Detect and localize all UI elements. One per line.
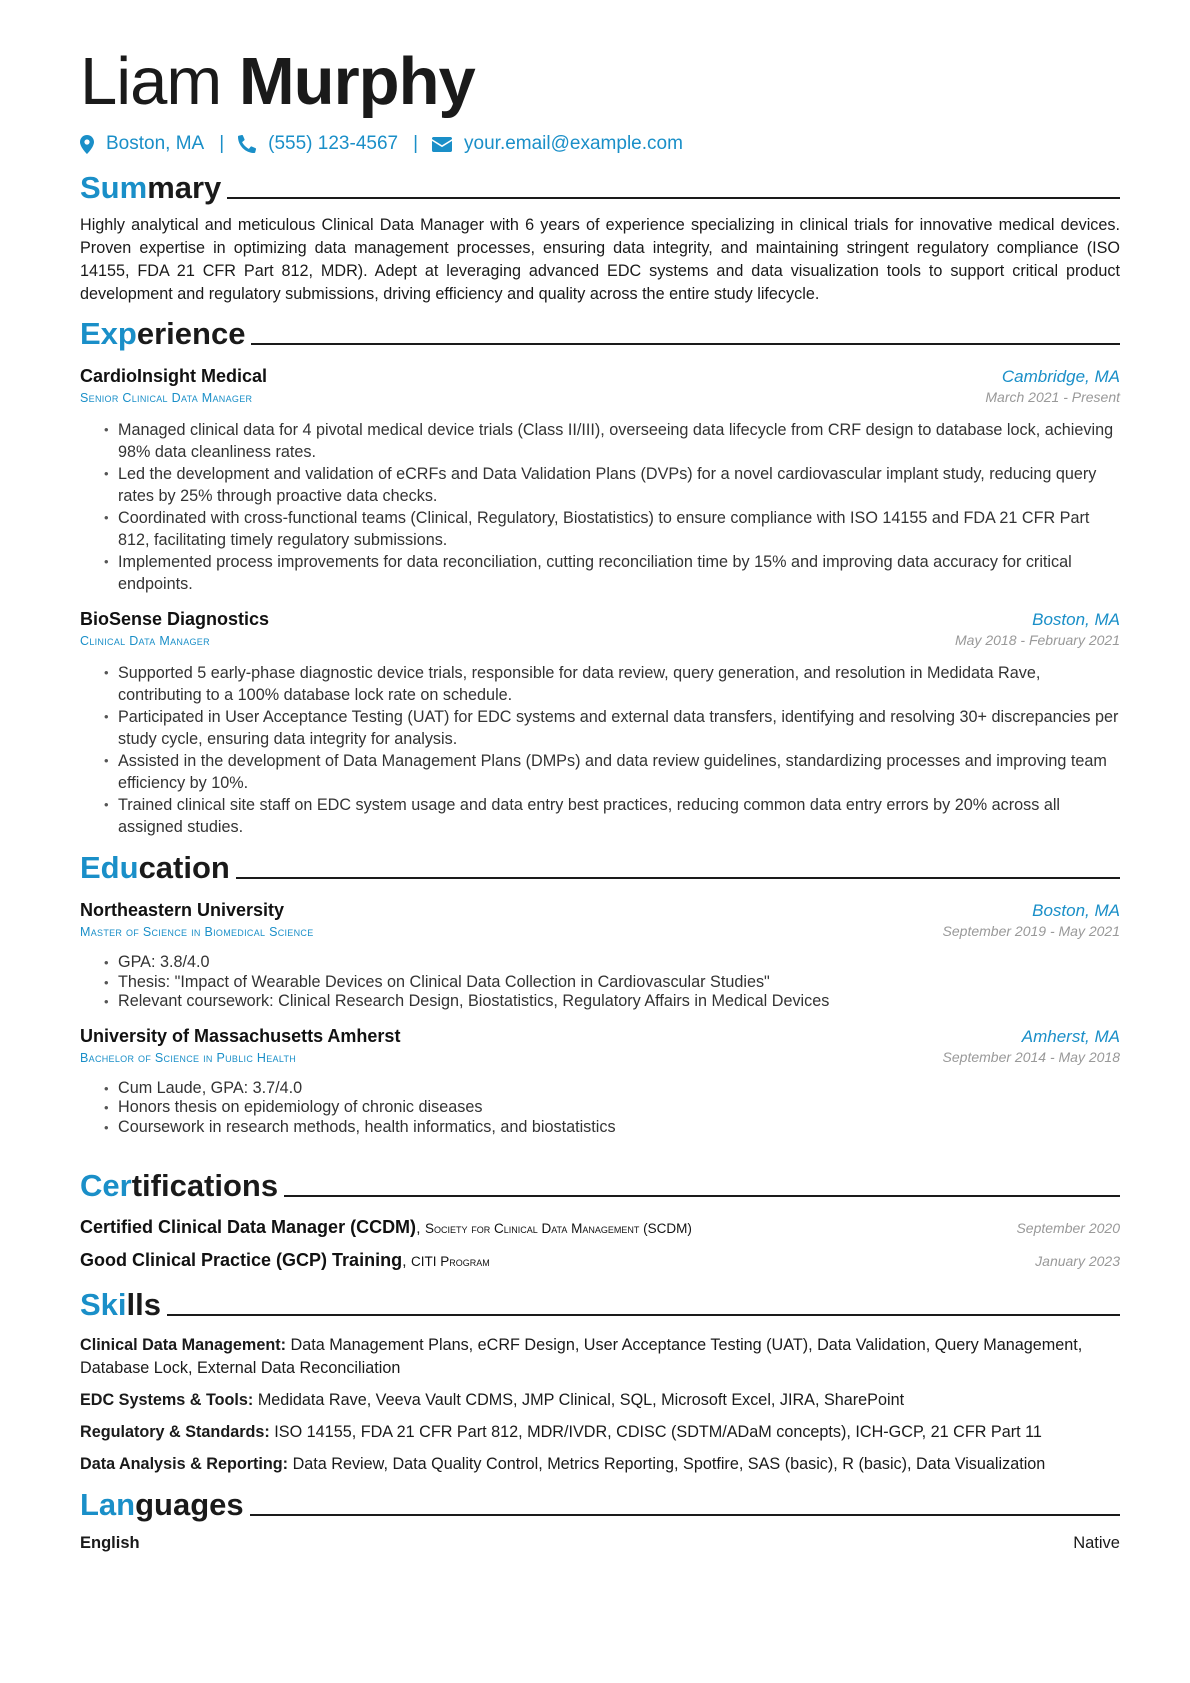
certifications-section	[80, 1166, 1120, 1271]
section-title: Languages	[80, 1487, 244, 1522]
phone-text: (555) 123-4567	[268, 133, 399, 154]
section-heading	[80, 1285, 1120, 1323]
skills-section	[80, 1285, 1120, 1476]
list-item: • Assisted in the development of Data Management Plans (DMPs) and data review guidelines, standardizing processes and improving team efficiency by 10%.	[80, 750, 1120, 794]
list-item: • Led the development and validation of eCRFs and Data Validation Plans (DVPs) for a novel cardiovascular implant study, reducing query rates by 25% through proactive data checks.	[80, 463, 1120, 507]
email-text: your.email@example.com	[464, 133, 683, 154]
school-name: University of Massachusetts Amherst	[80, 1025, 401, 1046]
education-dates: September 2019 - May 2021	[942, 923, 1120, 939]
envelope-icon	[432, 137, 452, 152]
certification-name: Good Clinical Practice (GCP) Training	[80, 1250, 403, 1270]
education-entry	[80, 900, 1120, 1012]
company-name: BioSense Diagnostics	[80, 609, 270, 629]
skill-category: EDC Systems & Tools:	[80, 1391, 254, 1409]
last-name: Murphy	[238, 44, 475, 119]
phone-icon	[238, 135, 256, 153]
section-heading	[80, 314, 1120, 352]
section-divider	[167, 1314, 1120, 1316]
list-item: • Implemented process improvements for data reconciliation, cutting reconciliation time by 15% and improving data accuracy for critical endpoints.	[80, 551, 1120, 595]
certification-issuer: Society for Clinical Data Management (SCDM)	[424, 1221, 692, 1236]
list-item: • Cum Laude, GPA: 3.7/4.0	[80, 1079, 1120, 1099]
location-text: Boston, MA	[106, 133, 205, 154]
company-name: CardioInsight Medical	[80, 366, 268, 386]
list-item: • Relevant coursework: Clinical Research Design, Biostatistics, Regulatory Affairs in Medical Devices	[80, 992, 1120, 1012]
language-name: English	[80, 1534, 140, 1552]
section-divider	[251, 343, 1120, 345]
section-divider	[227, 197, 1120, 199]
achievement-list	[80, 419, 1120, 595]
section-title: Experience	[80, 316, 246, 351]
job-title: Senior Clinical Data Manager	[80, 391, 253, 405]
job-dates: May 2018 - February 2021	[955, 632, 1120, 648]
experience-section	[80, 314, 1120, 838]
section-heading	[80, 1166, 1120, 1204]
certification-name: Certified Clinical Data Manager (CCDM)	[80, 1217, 417, 1237]
section-divider	[250, 1514, 1120, 1516]
section-title: Skills	[80, 1287, 161, 1322]
language-level: Native	[1073, 1534, 1120, 1552]
certification-date: September 2020	[1016, 1220, 1120, 1236]
degree: Bachelor of Science in Public Health	[80, 1050, 297, 1065]
section-divider	[236, 877, 1120, 879]
education-details	[80, 1079, 1120, 1138]
job-dates: March 2021 - Present	[985, 389, 1120, 405]
experience-entry	[80, 366, 1120, 595]
contact-separator: |	[413, 133, 419, 154]
list-item: • GPA: 3.8/4.0	[80, 953, 1120, 973]
degree: Master of Science in Biomedical Science	[80, 925, 314, 939]
list-item: • Coursework in research methods, health informatics, and biostatistics	[80, 1118, 1120, 1138]
achievement-list	[80, 662, 1120, 838]
education-details	[80, 953, 1120, 1012]
section-heading	[80, 848, 1120, 886]
skill-values: ISO 14155, FDA 21 CFR Part 812, MDR/IVDR, CDISC (SDTM/ADaM concepts), ICH-GCP, 21 CFR Part 11	[274, 1423, 1042, 1441]
summary-section	[80, 168, 1120, 306]
list-item: • Supported 5 early-phase diagnostic device trials, responsible for data review, query generation, and resolution in Medidata Rave, contributing to a 100% database lock rate on schedule.	[80, 662, 1120, 706]
map-pin-icon	[80, 135, 94, 154]
certification-date: January 2023	[1035, 1253, 1120, 1269]
summary-text: Highly analytical and meticulous Clinical Data Manager with 6 years of experience specializing in clinical trials for innovative medical devices. Proven expertise in optimizing data management processes, ensuring data integrity, and maintaining stringent regulatory compliance (ISO 14155, FDA 21 CFR Part 812, MDR). Adept at leveraging advanced EDC systems and data visualization tools to support critical product development and regulatory submissions, driving efficiency and quality across the entire study lifecycle.	[80, 216, 1120, 303]
skill-group	[80, 1453, 1120, 1476]
education-dates: September 2014 - May 2018	[942, 1048, 1120, 1065]
skill-category: Data Analysis & Reporting:	[80, 1455, 289, 1473]
certification-issuer: CITI Program	[410, 1254, 490, 1269]
skill-group	[80, 1421, 1120, 1444]
school-name: Northeastern University	[80, 900, 285, 920]
contact-email[interactable]	[432, 133, 683, 155]
contact-bar	[80, 133, 683, 155]
section-divider	[284, 1195, 1120, 1197]
list-item: • Coordinated with cross-functional teams (Clinical, Regulatory, Biostatistics) to ensure compliance with ISO 14155 and FDA 21 CFR Part 812, facilitating timely regulatory submissions.	[80, 507, 1120, 551]
list-item: • Participated in User Acceptance Testing (UAT) for EDC systems and external data transfers, identifying and resolving 30+ discrepancies per study cycle, ensuring data integrity for analysis.	[80, 706, 1120, 750]
education-entry	[80, 1026, 1120, 1138]
school-location: Amherst, MA	[1021, 1026, 1120, 1046]
skill-category: Clinical Data Management:	[80, 1336, 286, 1354]
contact-separator: |	[219, 133, 225, 154]
section-title: Education	[80, 850, 230, 885]
section-title: Certifications	[80, 1168, 279, 1203]
section-heading	[80, 168, 1120, 206]
skill-values: Data Management Plans, eCRF Design, User Acceptance Testing (UAT), Data Validation, Query Management, Database Lock, External Data Reconciliation	[80, 1336, 1083, 1377]
contact-location	[80, 133, 204, 155]
skill-category: Regulatory & Standards:	[80, 1423, 270, 1441]
section-heading	[80, 1485, 1120, 1523]
languages-section	[80, 1485, 1120, 1553]
job-location: Cambridge, MA	[1001, 367, 1120, 386]
skill-values: Data Review, Data Quality Control, Metrics Reporting, Spotfire, SAS (basic), R (basic), Data Visualization	[292, 1455, 1046, 1473]
list-item: • Honors thesis on epidemiology of chronic diseases	[80, 1098, 1120, 1118]
section-title: Summary	[80, 170, 222, 205]
list-item: • Trained clinical site staff on EDC system usage and data entry best practices, reducing common data entry errors by 20% across all assigned studies.	[80, 794, 1120, 838]
job-title: Clinical Data Manager	[80, 634, 210, 648]
certification-item: Certified Clinical Data Manager (CCDM), Society for Clinical Data Management (SCDM) September 2020	[80, 1217, 1120, 1237]
first-name: Liam	[80, 44, 222, 119]
experience-entry	[80, 609, 1120, 838]
list-item: • Managed clinical data for 4 pivotal medical device trials (Class II/III), overseeing data lifecycle from CRF design to database lock, achieving 98% data cleanliness rates.	[80, 419, 1120, 463]
candidate-name	[80, 44, 475, 120]
education-section	[80, 848, 1120, 1137]
list-item: • Thesis: "Impact of Wearable Devices on Clinical Data Collection in Cardiovascular Studies"	[80, 973, 1120, 993]
skill-group	[80, 1389, 1120, 1412]
certification-item: Good Clinical Practice (GCP) Training, CITI Program January 2023	[80, 1250, 1120, 1270]
skill-group	[80, 1334, 1120, 1380]
skill-values: Medidata Rave, Veeva Vault CDMS, JMP Clinical, SQL, Microsoft Excel, JIRA, SharePoint	[257, 1391, 905, 1409]
job-location: Boston, MA	[1032, 610, 1120, 629]
contact-phone[interactable]	[238, 133, 398, 155]
language-item	[80, 1534, 1120, 1553]
school-location: Boston, MA	[1032, 901, 1120, 920]
